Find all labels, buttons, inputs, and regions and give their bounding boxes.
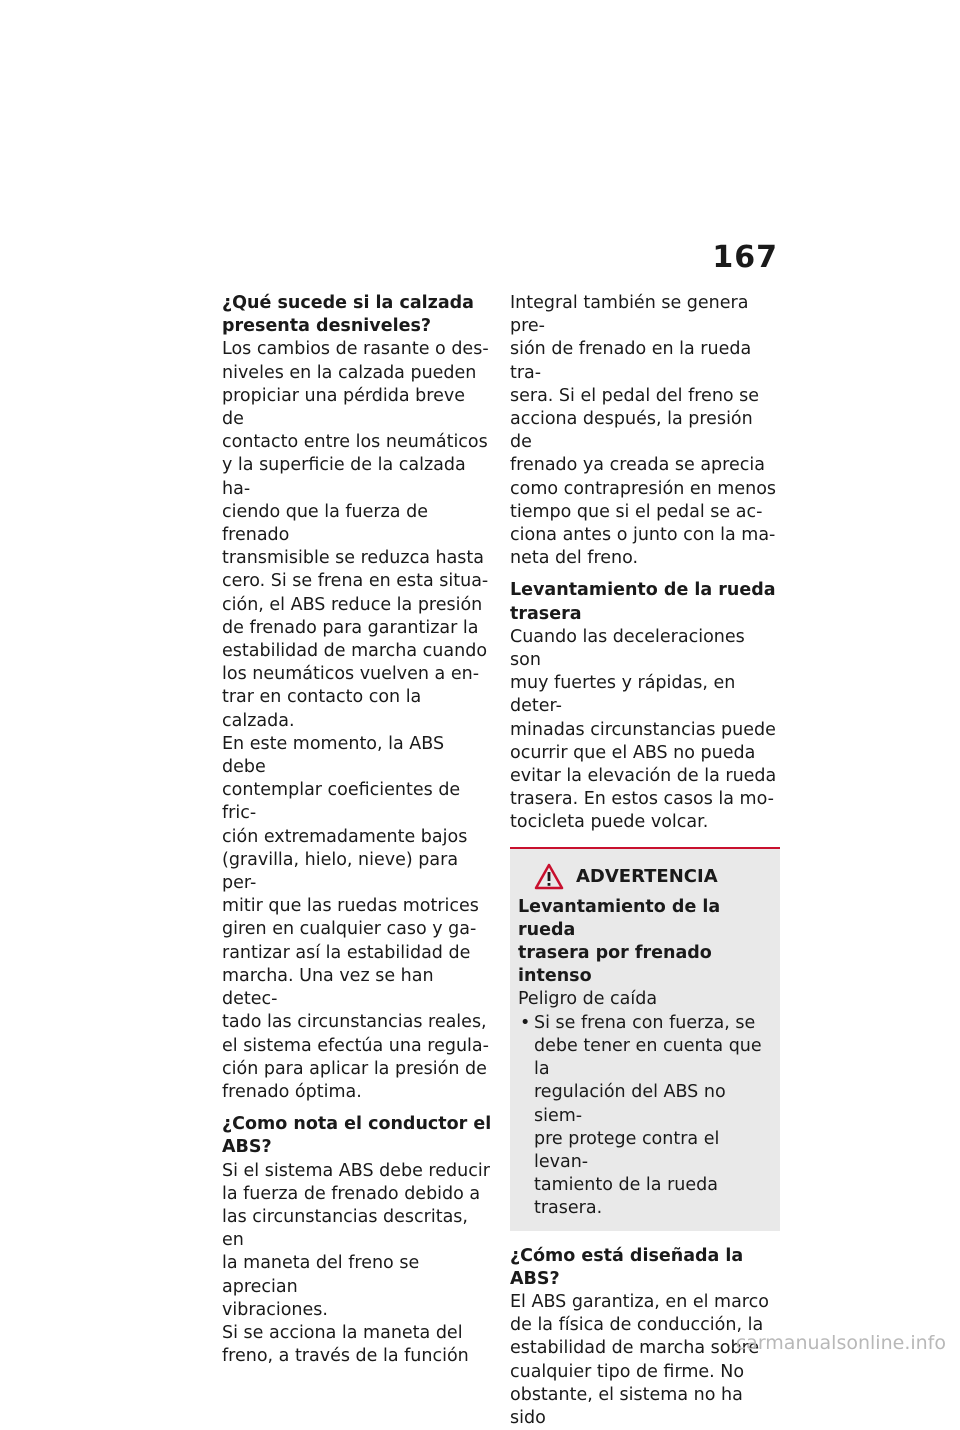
warning-danger: Peligro de caída xyxy=(518,989,658,1010)
section-body-rear-wheel-lift: Cuando las deceleraciones son muy fuertes y rápidas, en deter- minadas circunstancias puede ocurrir que el ABS no pueda evitar la elevación de la rueda trasera. En estos casos la mo- tocicleta puede volcar. xyxy=(510,626,777,833)
section-heading-uneven-road: ¿Qué sucede si la calzada presenta desniveles? xyxy=(222,293,474,337)
section-body-uneven-road: Los cambios de rasante o des- niveles en la calzada pueden propiciar una pérdida breve de contacto entre los neumáticos y la superficie de la calzada ha- ciendo que la fuerza de frenado transmisible se reduzca hasta cero. Si se frena en esta situa- ción, el ABS reduce la presión de frenado para garantizar la estabilidad de marcha cuando los neumáticos vuelven a en- trar en contacto con la calzada. En este momento, la ABS debe contemplar coeficientes de fric- ción extremadamente bajos (gravilla, hielo, nieve) para per- mitir que las ruedas motrices giren en cualquier caso y ga- rantizar así la estabilidad de marcha. Una vez se han detec- tado las circunstancias reales, el sistema efectúa una regula- ción para aplicar la presión de frenado óptima. xyxy=(222,339,489,1102)
warning-header xyxy=(534,863,772,890)
warning-subheading: Levantamiento de la rueda trasera por frenado intenso xyxy=(518,896,721,987)
section-heading-abs-design: ¿Cómo está diseñada la ABS? xyxy=(510,1245,744,1289)
section-body-abs-design: El ABS garantiza, en el marco de la física de conducción, la estabilidad de marcha sobre cualquier tipo de firme. No obstante, el sistema no ha sido xyxy=(510,1291,769,1428)
section-heading-rear-wheel-lift: Levantamiento de la rueda trasera xyxy=(510,580,776,624)
warning-box xyxy=(510,847,780,1231)
warning-triangle-icon xyxy=(534,863,564,890)
warning-bullet: • Si se frena con fuerza, se debe tener en cuenta que la regulación del ABS no siem- pre protege contra el levan- tamiento de la rueda trasera. xyxy=(518,1012,772,1221)
watermark: carmanualsonline.info xyxy=(735,1332,946,1354)
section-heading-driver-notice: ¿Como nota el conductor el ABS? xyxy=(222,1114,492,1158)
right-column xyxy=(510,292,780,1430)
warning-title: ADVERTENCIA xyxy=(576,865,718,887)
section-body-driver-notice: Si el sistema ABS debe reducir la fuerza de frenado debido a las circunstancias descritas, en la maneta del freno se aprecian vibraciones. Si se acciona la maneta del freno, a través de la función xyxy=(222,1160,490,1367)
left-column xyxy=(222,292,492,1368)
page-number: 167 xyxy=(712,240,778,275)
section-body-driver-notice-continued: Integral también se genera pre- sión de frenado en la rueda tra- sera. Si el pedal del freno se acciona después, la presión de frenado ya creada se aprecia como contrapresión en menos tiempo que si el pedal se ac- ciona antes o junto con la ma- neta del freno. xyxy=(510,293,777,569)
